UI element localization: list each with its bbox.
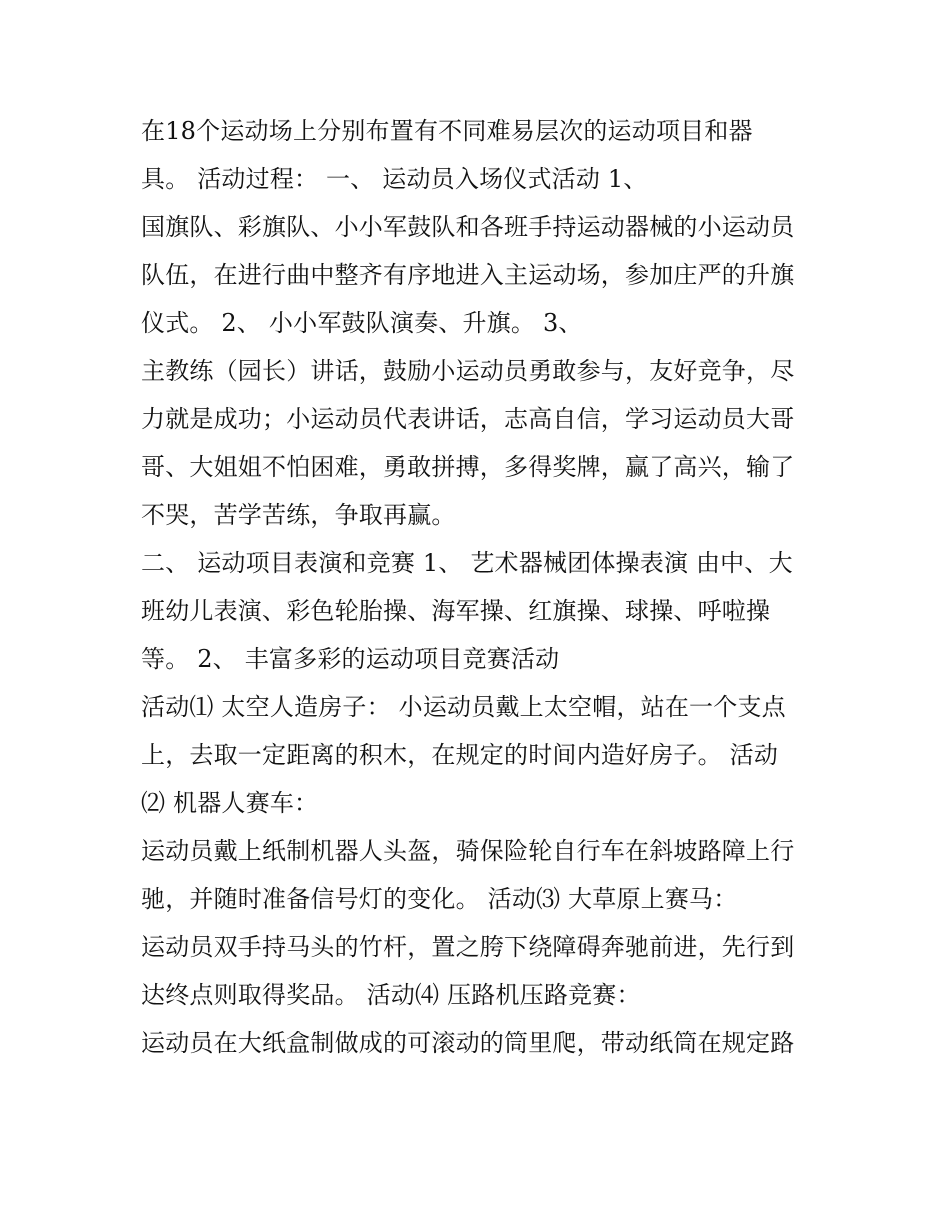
text-line: 队伍，在进行曲中整齐有序地进入主运动场，参加庄严的升旗 bbox=[141, 261, 795, 289]
text-line: 班幼儿表演、彩色轮胎操、海军操、红旗操、球操、呼啦操 bbox=[141, 597, 771, 625]
text-line: 运动员双手持马头的竹杆，置之胯下绕障碍奔驰前进，先行到 bbox=[141, 933, 795, 961]
text-line: 等。 2、 丰富多彩的运动项目竞赛活动 bbox=[141, 645, 560, 673]
text-line: 国旗队、彩旗队、小小军鼓队和各班手持运动器械的小运动员 bbox=[141, 213, 795, 241]
text-line: 活动⑴ 太空人造房子： 小运动员戴上太空帽，站在一个支点 bbox=[141, 693, 786, 721]
text-line: 力就是成功；小运动员代表讲话，志高自信，学习运动员大哥 bbox=[141, 405, 795, 433]
text-line: 驰，并随时准备信号灯的变化。 活动⑶ 大草原上赛马： bbox=[141, 885, 738, 913]
text-line: 仪式。 2、 小小军鼓队演奏、升旗。 3、 bbox=[141, 309, 583, 337]
text-line: 具。 活动过程： 一、 运动员入场仪式活动 1、 bbox=[141, 165, 648, 193]
document-body bbox=[141, 107, 821, 1067]
text-line: 不哭，苦学苦练，争取再赢。 bbox=[141, 501, 456, 529]
text-line: 主教练（园长）讲话，鼓励小运动员勇敢参与，友好竞争，尽 bbox=[141, 357, 795, 385]
text-line: 上，去取一定距离的积木，在规定的时间内造好房子。 活动 bbox=[141, 741, 779, 769]
text-line: 在18个运动场上分别布置有不同难易层次的运动项目和器 bbox=[141, 117, 753, 145]
text-line: 二、 运动项目表演和竞赛 1、 艺术器械团体操表演 由中、大 bbox=[141, 549, 793, 577]
text-line: ⑵ 机器人赛车： bbox=[141, 789, 319, 817]
text-line: 运动员在大纸盒制做成的可滚动的筒里爬，带动纸筒在规定路 bbox=[141, 1029, 795, 1057]
text-line: 哥、大姐姐不怕困难，勇敢拼搏，多得奖牌，赢了高兴，输了 bbox=[141, 453, 795, 481]
text-line: 达终点则取得奖品。 活动⑷ 压路机压路竞赛： bbox=[141, 981, 641, 1009]
text-line: 运动员戴上纸制机器人头盔，骑保险轮自行车在斜坡路障上行 bbox=[141, 837, 795, 865]
